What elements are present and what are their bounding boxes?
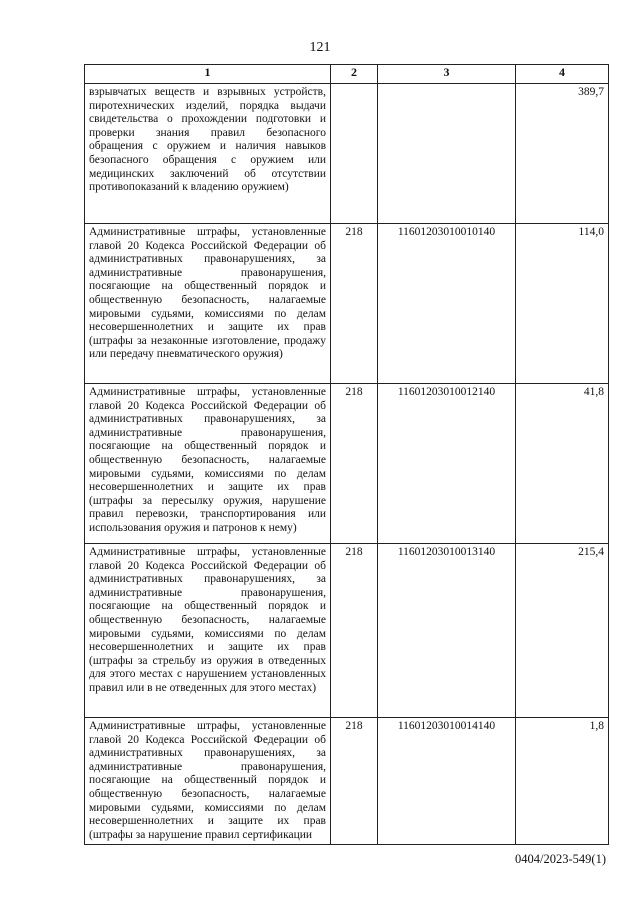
page-number: 121 [309,40,331,55]
table-row [85,84,609,224]
row-description: Административные штрафы, установленные главой 20 Кодекса Российской Федерации об административных правонарушениях, за административные правонарушения, посягающие на общественный порядок и общественную безопасность, налагаемые мировыми судьями, комиссиями по делам несовершеннолетних и защите их прав (штрафы за пересылку оружия, нарушение правил перевозки, транспортирования или использования оружия и патронов к нему) [85,384,331,544]
header-row [85,65,609,84]
table-header [85,65,609,84]
row-code: 11601203010010140 [378,224,516,384]
table-body [85,84,609,845]
row-amount: 1,8 [516,718,609,845]
row-code: 11601203010012140 [378,384,516,544]
budget-table [84,64,609,845]
row-code: 11601203010013140 [378,544,516,718]
header-col-4: 4 [516,65,609,84]
row-amount: 114,0 [516,224,609,384]
document-id: 0404/2023-549(1) [515,852,606,866]
table-row [85,718,609,845]
header-col-1: 1 [85,65,331,84]
table-row [85,384,609,544]
header-col-3: 3 [378,65,516,84]
row-chapter: 218 [331,224,378,384]
row-description: Административные штрафы, установленные главой 20 Кодекса Российской Федерации об административных правонарушениях, за административные правонарушения, посягающие на общественный порядок и общественную безопасность, налагаемые мировыми судьями, комиссиями по делам несовершеннолетних и защите их прав (штрафы за незаконные изготовление, продажу или передачу пневматического оружия) [85,224,331,384]
table-row [85,544,609,718]
row-description: Административные штрафы, установленные главой 20 Кодекса Российской Федерации об административных правонарушениях, за административные правонарушения, посягающие на общественный порядок и общественную безопасность, налагаемые мировыми судьями, комиссиями по делам несовершеннолетних и защите их прав (штрафы за нарушение правил сертификации [85,718,331,845]
row-code: 11601203010014140 [378,718,516,845]
row-chapter: 218 [331,544,378,718]
row-description: взрывчатых веществ и взрывных устройств, пиротехнических изделий, порядка выдачи свидетельства о прохождении подготовки и проверки знания правил безопасного обращения с оружием и наличия навыков безопасного обращения с оружием или медицинских заключений об отсутствии противопоказаний к владению оружием) [85,84,331,224]
row-amount: 215,4 [516,544,609,718]
row-amount: 389,7 [516,84,609,224]
row-chapter: 218 [331,718,378,845]
row-chapter: 218 [331,384,378,544]
row-code [378,84,516,224]
table-row [85,224,609,384]
row-chapter [331,84,378,224]
row-description: Административные штрафы, установленные главой 20 Кодекса Российской Федерации об административных правонарушениях, за административные правонарушения, посягающие на общественный порядок и общественную безопасность, налагаемые мировыми судьями, комиссиями по делам несовершеннолетних и защите их прав (штрафы за стрельбу из оружия в отведенных для этого местах с нарушением установленных правил или в не отведенных для этого местах) [85,544,331,718]
row-amount: 41,8 [516,384,609,544]
header-col-2: 2 [331,65,378,84]
